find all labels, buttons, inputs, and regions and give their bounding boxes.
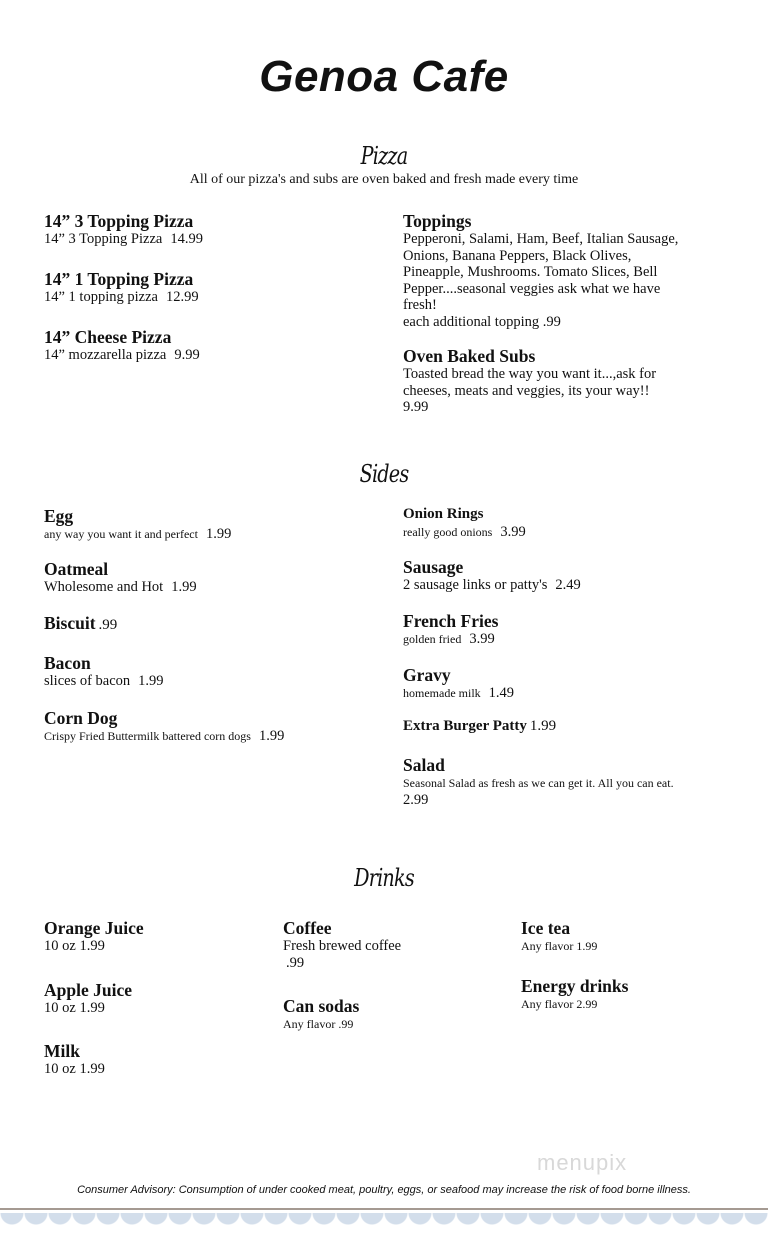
item-name: Corn Dog — [44, 708, 118, 728]
item-name: 14” Cheese Pizza — [44, 327, 172, 347]
item-name: Orange Juice — [44, 918, 144, 938]
item-desc: 10 oz 1.99 — [44, 1000, 105, 1016]
item-desc: really good onions 3.99 — [403, 524, 526, 540]
restaurant-title: Genoa Cafe — [259, 52, 509, 101]
item-desc: Any flavor 2.99 — [521, 997, 598, 1011]
item-desc: 10 oz 1.99 — [44, 938, 105, 954]
menu-item — [403, 612, 498, 648]
item-name: Toppings — [403, 211, 472, 231]
item-desc: Fresh brewed coffee — [283, 938, 402, 954]
menu-item — [44, 507, 231, 543]
drinks-heading: Drinks — [354, 864, 414, 892]
item-desc: Any flavor .99 — [283, 1017, 354, 1031]
menu-item — [283, 997, 359, 1033]
item-name: Apple Juice — [44, 980, 132, 1000]
item-name: French Fries — [403, 611, 499, 631]
menu-item — [44, 212, 203, 248]
item-name: Extra Burger Patty 1.99 — [403, 718, 557, 734]
item-desc: 2 sausage links or patty's 2.49 — [403, 577, 581, 593]
item-name: Biscuit .99 — [44, 613, 118, 633]
pizza-subtitle: All of our pizza's and subs are oven baked and fresh made every time — [189, 172, 579, 187]
menu-item — [521, 919, 597, 955]
pizza-heading: Pizza — [360, 142, 408, 170]
item-name: 14” 3 Topping Pizza — [44, 211, 194, 231]
item-name: Bacon — [44, 653, 91, 673]
menu-item — [403, 717, 556, 736]
sides-heading: Sides — [359, 460, 409, 488]
item-name: Salad — [403, 755, 445, 775]
menu-item — [44, 709, 284, 745]
item-desc: Any flavor 1.99 — [521, 939, 598, 953]
item-desc: any way you want it and perfect 1.99 — [44, 526, 232, 542]
divider — [0, 1208, 768, 1210]
item-name: Can sodas — [283, 996, 360, 1016]
item-name: Oatmeal — [44, 559, 109, 579]
item-desc: Wholesome and Hot 1.99 — [44, 579, 197, 595]
menu-item — [44, 981, 132, 1017]
item-desc: 14” 3 Topping Pizza 14.99 — [44, 231, 203, 247]
toppings-line: each additional topping .99 — [403, 313, 561, 330]
menu-item — [403, 558, 581, 594]
subs-block — [403, 347, 656, 416]
menu-item — [44, 328, 200, 364]
item-name: Ice tea — [521, 918, 571, 938]
toppings-line: Pepperoni, Salami, Ham, Beef, Italian Sausage, — [403, 231, 679, 247]
item-name: Oven Baked Subs — [403, 346, 536, 366]
item-name: Sausage — [403, 557, 464, 577]
toppings-line: Pineapple, Mushrooms. Tomato Slices, Bell — [403, 264, 658, 280]
item-desc: golden fried 3.99 — [403, 631, 495, 647]
toppings-line: fresh! — [403, 297, 437, 313]
scallop-border — [0, 1213, 768, 1227]
menu-item — [44, 919, 144, 955]
item-desc: 14” mozzarella pizza 9.99 — [44, 347, 200, 363]
item-desc: Seasonal Salad as fresh as we can get it. All you can eat. — [403, 776, 674, 790]
item-desc: Crispy Fried Buttermilk battered corn dogs 1.99 — [44, 728, 285, 744]
item-price: 2.99 — [403, 791, 429, 808]
item-name: Egg — [44, 506, 74, 526]
item-desc: 14” 1 topping pizza 12.99 — [44, 289, 199, 305]
subs-line: 9.99 — [403, 399, 429, 415]
menu-item — [44, 614, 117, 635]
item-name: Coffee — [283, 918, 332, 938]
consumer-advisory: Consumer Advisory: Consumption of under cooked meat, poultry, eggs, or seafood may increase the risk of food borne illness. — [77, 1184, 691, 1196]
menu-item — [283, 919, 401, 971]
toppings-line: Pepper....seasonal veggies ask what we have — [403, 280, 661, 297]
menu-item — [44, 654, 164, 690]
toppings-block — [403, 212, 678, 330]
item-name: 14” 1 Topping Pizza — [44, 269, 194, 289]
menu-item — [403, 756, 674, 808]
menu-item — [44, 560, 197, 596]
item-desc: slices of bacon 1.99 — [44, 673, 164, 689]
menu-item — [403, 666, 514, 702]
subs-line: Toasted bread the way you want it...,ask for — [403, 366, 657, 382]
subs-line: cheeses, meats and veggies, its your way!! — [403, 382, 650, 399]
watermark-logo: menupix — [537, 1150, 628, 1175]
menu-item — [44, 1042, 105, 1078]
item-name: Gravy — [403, 665, 451, 685]
item-name: Energy drinks — [521, 976, 629, 996]
item-price: .99 — [286, 954, 305, 971]
item-name: Milk — [44, 1041, 80, 1061]
menu-item — [44, 270, 199, 306]
toppings-line: Onions, Banana Peppers, Black Olives, — [403, 247, 632, 264]
item-desc: homemade milk 1.49 — [403, 685, 515, 701]
item-name: Onion Rings — [403, 506, 484, 522]
menu-item — [521, 977, 628, 1013]
item-desc: 10 oz 1.99 — [44, 1061, 105, 1077]
menu-item — [403, 505, 526, 541]
